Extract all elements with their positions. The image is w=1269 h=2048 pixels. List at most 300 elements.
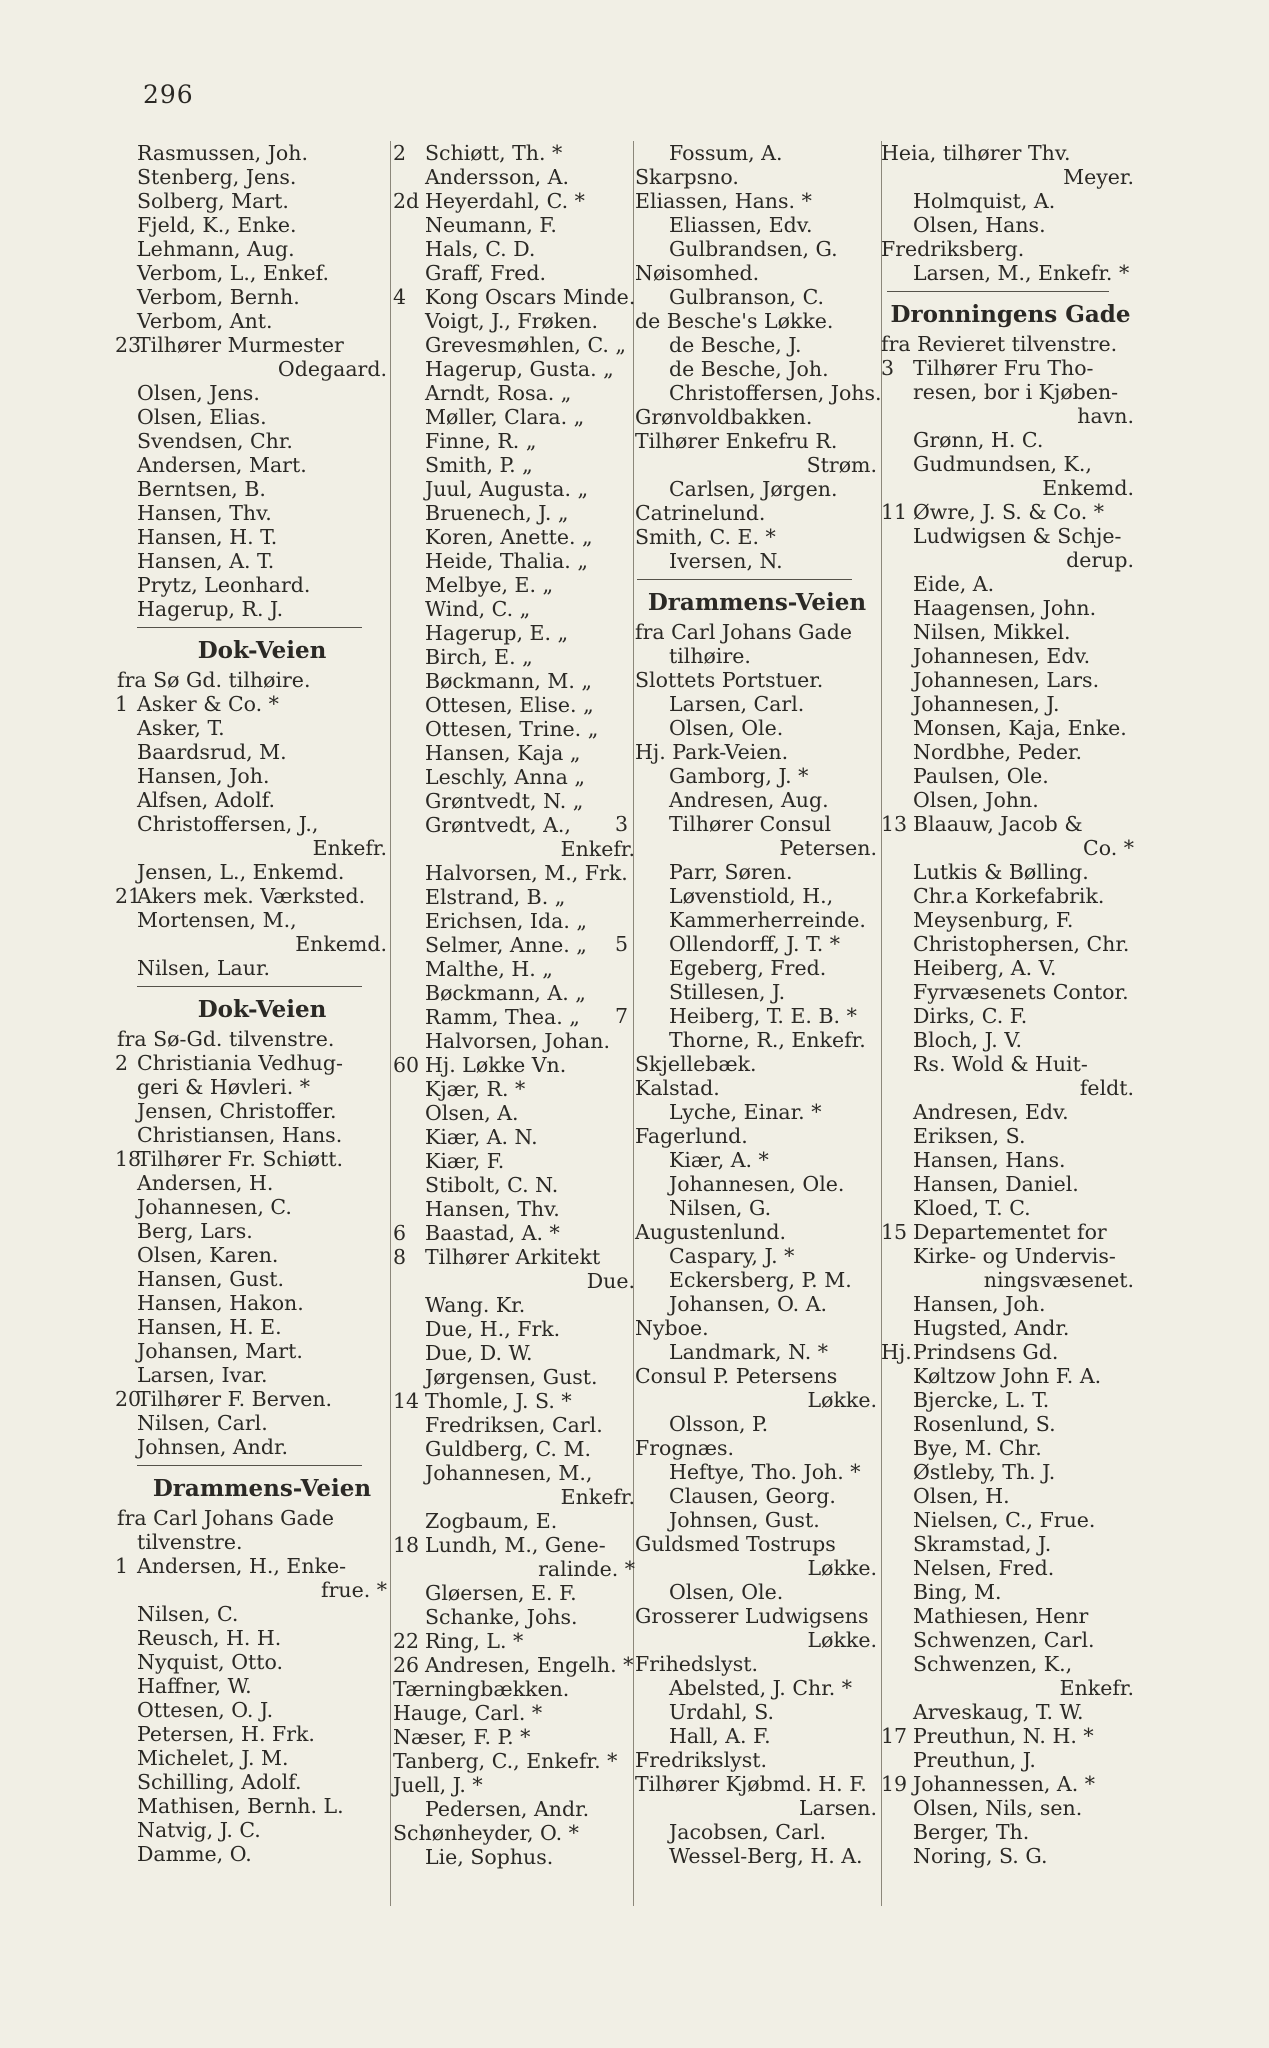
entry-text: frue. * xyxy=(320,1578,387,1602)
directory-entry xyxy=(887,740,1134,764)
entry-text: Grønn, H. C. xyxy=(913,428,1044,452)
entry-text: Parr, Søren. xyxy=(669,860,793,884)
entry-text: Fjeld, K., Enke. xyxy=(137,213,297,237)
entry-text: Meyer. xyxy=(1063,165,1134,189)
directory-entry xyxy=(393,1773,635,1797)
entry-text: Stibolt, C. N. xyxy=(425,1173,559,1197)
entry-text: Frihedslyst. xyxy=(635,1652,758,1676)
directory-entry xyxy=(137,381,387,405)
entry-text: fra Carl Johans Gade xyxy=(117,1506,334,1530)
directory-entry xyxy=(637,1844,877,1868)
directory-entry xyxy=(137,1099,387,1123)
entry-text: Natvig, J. C. xyxy=(137,1818,261,1842)
entry-text: Heftye, Tho. Joh. * xyxy=(669,1460,861,1484)
directory-entry xyxy=(115,884,387,908)
directory-entry xyxy=(637,405,877,429)
entry-text: geri & Høvleri. * xyxy=(137,1075,311,1099)
entry-text: Olsen, Ole. xyxy=(669,716,784,740)
entry-text: Blaauw, Jacob & xyxy=(913,812,1083,836)
directory-entry xyxy=(637,1340,877,1364)
entry-text: Chr.a Korkefabrik. xyxy=(913,884,1105,908)
entry-text: havn. xyxy=(1077,404,1134,428)
entry-text: Grøntvedt, A., xyxy=(425,813,571,837)
entry-text: Køltzow John F. A. xyxy=(913,1364,1102,1388)
entry-text: fra Carl Johans Gade xyxy=(635,620,852,644)
street-heading xyxy=(137,1472,387,1506)
entry-text: Haagensen, John. xyxy=(913,596,1097,620)
entry-text: Grevesmøhlen, C. „ xyxy=(425,333,627,357)
directory-entry xyxy=(637,692,877,716)
directory-entry xyxy=(399,765,635,789)
entry-text: Tilhører Arkitekt xyxy=(425,1245,601,1269)
entry-text: Larsen. xyxy=(798,1796,877,1820)
entry-text: Thomle, J. S. * xyxy=(425,1389,572,1413)
entry-text: Fagerlund. xyxy=(635,1124,748,1148)
directory-entry xyxy=(137,716,387,740)
directory-entry xyxy=(881,812,1134,836)
directory-entry xyxy=(637,1244,877,1268)
directory-entry xyxy=(137,1674,387,1698)
house-number: 3 xyxy=(615,812,629,836)
directory-entry xyxy=(137,1818,387,1842)
entry-text: Verbom, Ant. xyxy=(137,309,273,333)
directory-entry xyxy=(399,1269,635,1293)
directory-entry xyxy=(399,1101,635,1125)
entry-text: Departementet for xyxy=(913,1220,1107,1244)
directory-entry xyxy=(399,597,635,621)
directory-entry xyxy=(399,1437,635,1461)
entry-text: Fyrvæsenets Contor. xyxy=(913,980,1129,1004)
entry-text: Selmer, Anne. „ xyxy=(425,933,587,957)
directory-entry xyxy=(399,261,635,285)
entry-text: Johannessen, A. * xyxy=(913,1772,1096,1796)
entry-text: Baardsrud, M. xyxy=(137,740,287,764)
entry-text: Skramstad, J. xyxy=(913,1532,1052,1556)
entry-text: tilvenstre. xyxy=(137,1530,243,1554)
directory-entry xyxy=(137,501,387,525)
directory-entry xyxy=(615,812,877,836)
entry-text: Mortensen, M., xyxy=(137,908,297,932)
directory-entry xyxy=(637,1292,877,1316)
entry-text: resen, bor i Kjøben- xyxy=(913,380,1119,404)
entry-text: Heyerdahl, C. * xyxy=(425,189,585,213)
entry-text: fra Revieret tilvenstre. xyxy=(881,332,1118,356)
entry-text: Olsen, Nils, sen. xyxy=(913,1796,1083,1820)
entry-text: Lyche, Einar. * xyxy=(669,1100,822,1124)
entry-text: Tærningbækken. xyxy=(393,1677,570,1701)
entry-text: Møller, Clara. „ xyxy=(425,405,585,429)
entry-text: Enkemd. xyxy=(295,932,387,956)
directory-entry xyxy=(887,1436,1134,1460)
directory-entry xyxy=(887,428,1134,452)
entry-text: Mathiesen, Henr xyxy=(913,1604,1089,1628)
directory-entry xyxy=(887,644,1134,668)
directory-entry xyxy=(399,1293,635,1317)
directory-entry xyxy=(881,332,1134,356)
directory-entry xyxy=(637,1532,877,1556)
directory-entry xyxy=(637,549,877,573)
house-number: 2 xyxy=(393,141,407,165)
entry-text: Due, D. W. xyxy=(425,1341,533,1365)
entry-text: Damme, O. xyxy=(137,1842,252,1866)
entry-text: Elstrand, B. „ xyxy=(425,885,566,909)
directory-entry xyxy=(137,1578,387,1602)
directory-entry xyxy=(137,1363,387,1387)
directory-entry xyxy=(881,1340,1134,1364)
entry-text: Kammerherreinde. xyxy=(669,908,866,932)
entry-text: Enkefr. xyxy=(560,837,635,861)
entry-text: Pedersen, Andr. xyxy=(425,1797,590,1821)
directory-entry xyxy=(393,1821,635,1845)
directory-entry xyxy=(399,741,635,765)
entry-text: Larsen, Carl. xyxy=(669,692,805,716)
directory-entry xyxy=(137,1842,387,1866)
entry-text: Gulbranson, C. xyxy=(669,285,825,309)
entry-text: Wang. Kr. xyxy=(425,1293,526,1317)
directory-entry xyxy=(137,1746,387,1770)
directory-entry xyxy=(399,1029,635,1053)
entry-text: Gulbrandsen, G. xyxy=(669,237,838,261)
entry-text: Kiær, F. xyxy=(425,1149,505,1173)
entry-text: Nelsen, Fred. xyxy=(913,1556,1055,1580)
entry-text: Johannesen, Edv. xyxy=(913,644,1091,668)
entry-text: Bing, M. xyxy=(913,1580,1002,1604)
house-number: 11 xyxy=(881,500,908,524)
directory-entry xyxy=(137,1267,387,1291)
entry-text: Tilhører Enkefru R. xyxy=(635,429,838,453)
section-rule xyxy=(137,627,362,628)
directory-entry xyxy=(637,1796,877,1820)
directory-entry xyxy=(637,1148,877,1172)
directory-entry xyxy=(887,1388,1134,1412)
entry-text: Hugsted, Andr. xyxy=(913,1316,1070,1340)
directory-entry xyxy=(393,285,636,309)
directory-entry xyxy=(393,141,635,165)
directory-entry xyxy=(637,501,877,525)
directory-entry xyxy=(399,1413,635,1437)
directory-column-2 xyxy=(393,141,636,1869)
directory-entry xyxy=(887,620,1134,644)
entry-text: Co. * xyxy=(1083,836,1134,860)
entry-text: Tilhører Fru Tho- xyxy=(913,356,1094,380)
directory-entry xyxy=(637,1820,877,1844)
directory-entry xyxy=(399,813,635,837)
entry-text: Leschly, Anna „ xyxy=(425,765,585,789)
directory-entry xyxy=(399,669,635,693)
entry-text: Fredriksen, Carl. xyxy=(425,1413,603,1437)
directory-entry xyxy=(399,501,635,525)
entry-text: Monsen, Kaja, Enke. xyxy=(913,716,1127,740)
entry-text: Tilhører Fr. Schiøtt. xyxy=(137,1147,344,1171)
entry-text: Rasmussen, Joh. xyxy=(137,141,308,165)
directory-entry xyxy=(887,668,1134,692)
entry-text: Hansen, Kaja „ xyxy=(425,741,581,765)
entry-text: Johannesen, J. xyxy=(913,692,1060,716)
entry-text: Arveskaug, T. W. xyxy=(913,1700,1084,1724)
entry-text: Løvenstiold, H., xyxy=(669,884,834,908)
entry-text: Hansen, Joh. xyxy=(913,1292,1046,1316)
directory-column-3 xyxy=(615,141,882,1868)
directory-entry xyxy=(137,1075,387,1099)
directory-entry xyxy=(887,1004,1134,1028)
directory-entry xyxy=(393,1725,635,1749)
directory-entry xyxy=(887,716,1134,740)
house-number: 5 xyxy=(615,932,629,956)
directory-entry xyxy=(399,309,635,333)
street-heading xyxy=(887,298,1134,332)
house-number: 14 xyxy=(393,1389,420,1413)
directory-entry xyxy=(399,621,635,645)
entry-text: Næser, F. P. * xyxy=(393,1725,531,1749)
directory-entry xyxy=(887,1244,1134,1268)
directory-entry xyxy=(637,956,877,980)
directory-entry xyxy=(637,620,877,644)
directory-entry xyxy=(637,1076,877,1100)
directory-entry xyxy=(137,788,387,812)
directory-entry xyxy=(137,357,387,381)
entry-text: de Besche, Joh. xyxy=(669,357,829,381)
directory-entry xyxy=(137,1411,387,1435)
street-heading xyxy=(137,993,387,1027)
directory-entry xyxy=(637,1580,877,1604)
entry-text: Hansen, A. T. xyxy=(137,549,275,573)
directory-entry xyxy=(399,477,635,501)
directory-entry xyxy=(887,1124,1134,1148)
entry-text: Jacobsen, Carl. xyxy=(669,1820,827,1844)
entry-text: Consul P. Petersens xyxy=(635,1364,838,1388)
entry-text: Frognæs. xyxy=(635,1436,734,1460)
house-number: 23 xyxy=(115,333,142,357)
entry-text: Zogbaum, E. xyxy=(425,1509,558,1533)
directory-entry xyxy=(399,1077,635,1101)
entry-text: Preuthun, N. H. * xyxy=(913,1724,1094,1748)
directory-entry xyxy=(887,596,1134,620)
directory-entry xyxy=(137,1195,387,1219)
entry-text: Egeberg, Fred. xyxy=(669,956,827,980)
directory-entry xyxy=(137,908,387,932)
directory-entry xyxy=(137,836,387,860)
entry-text: Voigt, J., Frøken. xyxy=(425,309,599,333)
directory-entry xyxy=(887,884,1134,908)
directory-entry xyxy=(399,1125,635,1149)
entry-text: Olsen, Ole. xyxy=(669,1580,784,1604)
entry-text: Schiøtt, Th. * xyxy=(425,141,563,165)
entry-text: Andersen, H., Enke- xyxy=(137,1554,347,1578)
entry-text: Tilhører Kjøbmd. H. F. xyxy=(635,1772,867,1796)
directory-entry xyxy=(137,1794,387,1818)
house-number: 1 xyxy=(115,1554,129,1578)
entry-text: Kjær, R. * xyxy=(425,1077,526,1101)
directory-entry xyxy=(637,980,877,1004)
entry-text: Wind, C. „ xyxy=(425,597,531,621)
entry-text: Augustenlund. xyxy=(635,1220,787,1244)
entry-text: Løkke. xyxy=(807,1388,877,1412)
house-number: 8 xyxy=(393,1245,407,1269)
entry-text: Andersen, H. xyxy=(137,1171,274,1195)
directory-entry xyxy=(137,1722,387,1746)
house-number: Hj. xyxy=(881,1340,912,1364)
entry-text: Hagerup, Gusta. „ xyxy=(425,357,614,381)
section-rule xyxy=(137,986,362,987)
entry-text: Asker & Co. * xyxy=(137,692,279,716)
entry-text: Nordbhe, Peder. xyxy=(913,740,1083,764)
house-number: 4 xyxy=(393,285,407,309)
directory-entry xyxy=(887,1268,1134,1292)
directory-entry xyxy=(637,1028,877,1052)
entry-text: Enkefr. xyxy=(560,1485,635,1509)
house-number: 2d xyxy=(393,189,420,213)
directory-entry xyxy=(137,549,387,573)
entry-text: Johannesen, M., xyxy=(425,1461,593,1485)
entry-text: Fredrikslyst. xyxy=(635,1748,767,1772)
house-number: 18 xyxy=(393,1533,420,1557)
directory-entry xyxy=(637,1772,877,1796)
page-number: 296 xyxy=(143,80,194,109)
directory-column-4 xyxy=(881,141,1134,1868)
entry-text: Østleby, Th. J. xyxy=(913,1460,1056,1484)
street-heading xyxy=(637,586,877,620)
directory-entry xyxy=(637,1052,877,1076)
directory-entry xyxy=(137,1171,387,1195)
directory-entry xyxy=(115,692,387,716)
entry-text: feldt. xyxy=(1079,1076,1134,1100)
directory-column-1 xyxy=(115,141,387,1866)
directory-entry xyxy=(887,1652,1134,1676)
directory-entry xyxy=(399,357,635,381)
section-rule xyxy=(137,1465,362,1466)
directory-entry xyxy=(393,1389,635,1413)
directory-entry xyxy=(137,956,387,980)
entry-text: Catrinelund. xyxy=(635,501,766,525)
entry-text: Christiansen, Hans. xyxy=(137,1123,343,1147)
entry-text: Kirke- og Undervis- xyxy=(913,1244,1116,1268)
directory-entry xyxy=(399,981,635,1005)
directory-entry xyxy=(399,1485,635,1509)
directory-entry xyxy=(881,141,1134,165)
street-heading-text: Dok-Veien xyxy=(197,637,327,664)
entry-text: Løkke. xyxy=(807,1556,877,1580)
entry-text: Nielsen, C., Frue. xyxy=(913,1508,1096,1532)
directory-entry xyxy=(887,380,1134,404)
entry-text: Johannesen, C. xyxy=(137,1195,292,1219)
directory-entry xyxy=(137,573,387,597)
entry-text: Tanberg, C., Enkefr. * xyxy=(393,1749,618,1773)
directory-entry xyxy=(887,764,1134,788)
entry-text: Skjellebæk. xyxy=(635,1052,757,1076)
directory-entry xyxy=(881,1220,1134,1244)
directory-entry xyxy=(399,693,635,717)
entry-text: Hansen, Thv. xyxy=(137,501,272,525)
street-heading-text: Dronningens Gade xyxy=(890,301,1131,328)
entry-text: Akers mek. Værksted. xyxy=(137,884,366,908)
entry-text: Ring, L. * xyxy=(425,1629,524,1653)
entry-text: Clausen, Georg. xyxy=(669,1484,836,1508)
entry-text: Olsen, Karen. xyxy=(137,1243,279,1267)
entry-text: ningsvæsenet. xyxy=(983,1268,1134,1292)
section-rule xyxy=(887,291,1109,292)
entry-text: Hagerup, R. J. xyxy=(137,597,284,621)
directory-entry xyxy=(887,1556,1134,1580)
entry-text: Grosserer Ludwigsens xyxy=(635,1604,869,1628)
column-divider xyxy=(881,141,882,1906)
directory-entry xyxy=(137,1243,387,1267)
directory-entry xyxy=(887,1700,1134,1724)
directory-entry xyxy=(637,1124,877,1148)
directory-entry xyxy=(637,764,877,788)
directory-entry xyxy=(399,1845,635,1869)
entry-text: Løkke. xyxy=(807,1628,877,1652)
directory-entry xyxy=(137,309,387,333)
entry-text: Bruenech, J. „ xyxy=(425,501,569,525)
entry-text: Halvorsen, M., Frk. xyxy=(425,861,628,885)
directory-entry xyxy=(637,141,877,165)
entry-text: Neumann, F. xyxy=(425,213,557,237)
entry-text: Nyquist, Otto. xyxy=(137,1650,283,1674)
entry-text: Schwenzen, Carl. xyxy=(913,1628,1095,1652)
directory-entry xyxy=(637,644,877,668)
directory-entry xyxy=(399,1797,635,1821)
entry-text: Schilling, Adolf. xyxy=(137,1770,302,1794)
directory-entry xyxy=(637,285,877,309)
entry-text: tilhøire. xyxy=(669,644,751,668)
entry-text: Haffner, W. xyxy=(137,1674,252,1698)
directory-entry xyxy=(399,645,635,669)
directory-entry xyxy=(399,429,635,453)
directory-entry xyxy=(637,1460,877,1484)
directory-entry xyxy=(137,1602,387,1626)
entry-text: Verbom, L., Enkef. xyxy=(137,261,330,285)
entry-text: Abelsted, J. Chr. * xyxy=(669,1676,853,1700)
entry-text: Olsen, H. xyxy=(913,1484,1010,1508)
entry-text: Hals, C. D. xyxy=(425,237,536,261)
section-rule xyxy=(637,579,852,580)
entry-text: Michelet, J. M. xyxy=(137,1746,289,1770)
entry-text: Skarpsno. xyxy=(635,165,739,189)
directory-entry xyxy=(887,908,1134,932)
directory-entry xyxy=(881,1724,1134,1748)
directory-entry xyxy=(881,356,1134,380)
directory-entry xyxy=(637,1196,877,1220)
entry-text: Gamborg, J. * xyxy=(669,764,809,788)
entry-text: Nilsen, G. xyxy=(669,1196,772,1220)
entry-text: Andersson, A. xyxy=(425,165,570,189)
entry-text: Lehmann, Aug. xyxy=(137,237,295,261)
entry-text: Grøntvedt, N. „ xyxy=(425,789,584,813)
directory-entry xyxy=(887,1292,1134,1316)
directory-entry xyxy=(637,1604,877,1628)
directory-entry xyxy=(637,1100,877,1124)
entry-text: Lundh, M., Gene- xyxy=(425,1533,606,1557)
directory-entry xyxy=(637,165,877,189)
directory-entry xyxy=(137,189,387,213)
directory-entry xyxy=(887,1052,1134,1076)
directory-entry xyxy=(399,381,635,405)
directory-entry xyxy=(393,1701,635,1725)
entry-text: Thorne, R., Enkefr. xyxy=(669,1028,866,1052)
directory-entry xyxy=(399,933,635,957)
entry-text: Kiær, A. * xyxy=(669,1148,769,1172)
directory-entry xyxy=(887,165,1134,189)
directory-entry xyxy=(399,1005,635,1029)
house-number: 6 xyxy=(393,1221,407,1245)
entry-text: Schwenzen, K., xyxy=(913,1652,1073,1676)
directory-entry xyxy=(137,165,387,189)
directory-entry xyxy=(887,261,1134,285)
entry-text: de Besche, J. xyxy=(669,333,802,357)
directory-entry xyxy=(137,141,387,165)
directory-entry xyxy=(637,1556,877,1580)
directory-entry xyxy=(137,453,387,477)
